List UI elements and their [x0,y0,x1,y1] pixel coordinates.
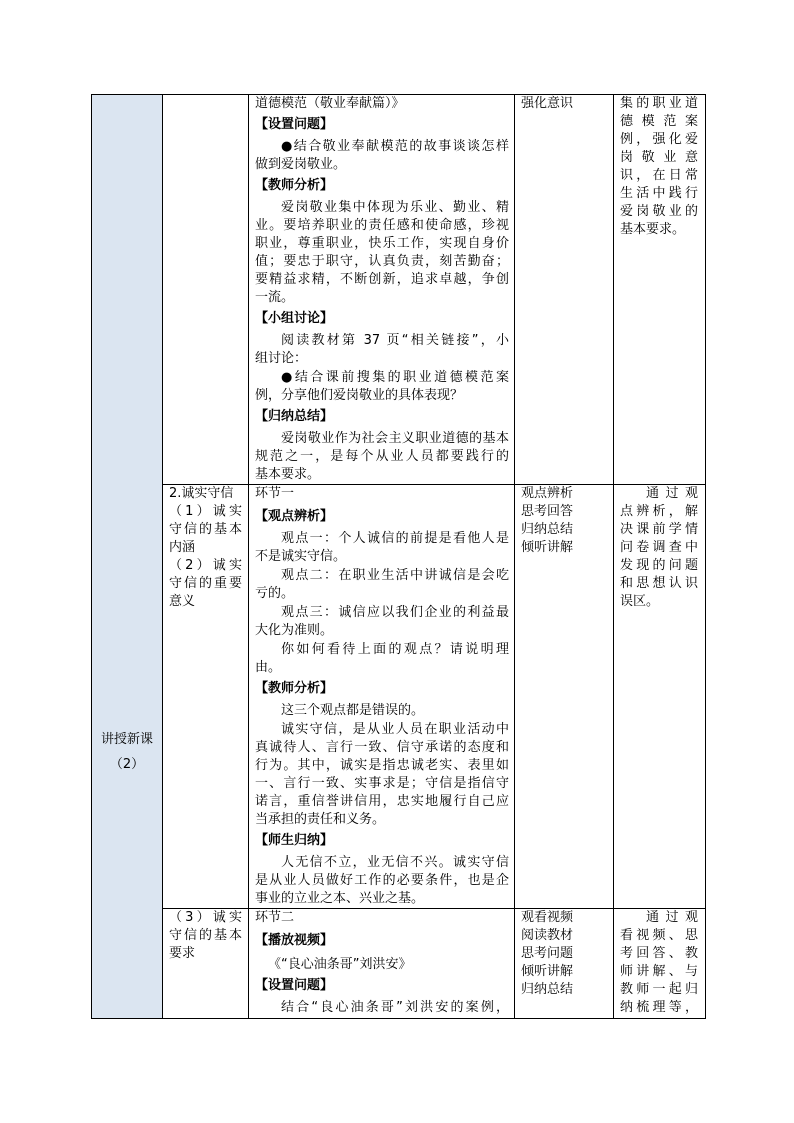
topic-line: 意义 [169,594,196,609]
content-line: ●结合课前搜集的职业道德模范案 [281,370,509,385]
topic-line: （2）诚实 [169,558,242,573]
content-line: 诺言，重信誉讲信用，忠实地履行自己应 [255,794,509,809]
content-line: 亏的。 [255,586,295,601]
intent-cell-1 [614,95,706,485]
content-line: 业。要培养职业的责任感和使命感，珍视 [255,218,509,233]
content-line: 一、言行一致、实事求是；守信是指信守 [255,776,509,791]
content-line: 例，分享他们爱岗敬业的具体表现？ [255,388,464,403]
topic-line: （1）诚实 [169,504,242,519]
content-line: 爱岗敬业集中体现为乐业、勤业、精 [281,200,509,215]
content-line: 结合“良心油条哥”刘洪安的案例， [281,1000,509,1015]
content-line: 观点三：诚信应以我们企业的利益最 [281,605,509,620]
content-line: 职业，尊重职业，快乐工作，实现自身价 [255,236,509,251]
content-heading: 【教师分析】 [255,681,334,696]
content-line: 这三个观点都是错误的。 [281,703,425,718]
topic-line: 要求 [169,946,196,961]
content-line: 阅读教材第 37 页“相关链接”，小 [281,333,509,348]
activity-line: 观点辨析 [521,486,574,501]
intent-cell-3 [614,909,706,1019]
activity-line: 强化意识 [521,96,574,111]
content-line: 爱岗敬业作为社会主义职业道德的基本 [281,431,509,446]
topic-cell-1 [163,95,249,485]
topic-line: 守信的基本 [169,522,242,537]
activity-line: 思考问题 [521,946,574,961]
topic-cell-2 [163,485,249,909]
intent-line: 识，在日常 [620,168,698,183]
content-line: 由。 [255,660,282,675]
section-cell [92,95,163,1019]
content-line: 诚实守信，是从业人员在职业活动中 [281,722,509,737]
content-step: 环节一 [255,486,295,501]
content-line: 要精益求精，不断创新，追求卓越，争创 [255,272,509,287]
activity-line: 观看视频 [521,910,574,925]
content-step: 环节二 [255,910,295,925]
intent-line: 德模范案 [620,114,698,129]
section-number: （2） [109,757,145,772]
content-line: 观点一：个人诚信的前提是看他人是 [281,531,509,546]
content-line: 不是诚实守信。 [255,549,347,564]
topic-line: 守信的重要 [169,576,242,591]
intent-line: 教师一起归 [620,982,698,997]
intent-line: 爱岗敬业的 [620,204,698,219]
content-heading: 【设置问题】 [255,978,334,993]
intent-line: 问卷调查中 [620,540,698,555]
activity-line: 倾听讲解 [521,540,574,555]
activity-line: 归纳总结 [521,522,574,537]
video-title: 《“良心油条哥”刘洪安》 [268,957,412,972]
intent-line: 决课前学情 [620,522,698,537]
intent-line: 基本要求。 [620,222,686,237]
intent-line: 集的职业道 [620,96,698,111]
content-line: 是从业人员做好工作的必要条件，也是企 [255,873,509,888]
content-line: 事业的立业之本、兴业之基。 [255,891,425,906]
content-line: 一流。 [255,290,295,305]
activity-cell-2 [515,485,614,909]
topic-line: 守信的基本 [169,928,242,943]
topic-line: 2.诚实守信 [169,486,234,501]
topic-line: （3）诚实 [169,910,242,925]
content-line: ●结合敬业奉献模范的故事谈谈怎样 [281,139,509,154]
activity-line: 阅读教材 [521,928,574,943]
activity-line: 归纳总结 [521,982,574,997]
intent-line: 考回答、教 [620,946,698,961]
content-heading: 【归纳总结】 [255,409,334,424]
content-line: 组讨论： [255,351,308,366]
intent-cell-2 [614,485,706,909]
content-line: 大化为准则。 [255,623,334,638]
content-heading: 【设置问题】 [255,117,334,132]
content-heading: 【教师分析】 [255,178,334,193]
intent-line: 通过观 [646,486,698,501]
content-heading: 【观点辨析】 [255,509,334,524]
intent-line: 点辨析，解 [620,504,698,519]
content-heading: 【小组讨论】 [255,311,334,326]
content-line: 真诚待人、言行一致、信守承诺的态度和 [255,740,509,755]
content-line: 规范之一，是每个从业人员都要践行的 [255,449,509,464]
intent-line: 生活中践行 [620,186,698,201]
content-line: 你如何看待上面的观点？请说明理 [281,642,509,657]
intent-line: 岗敬业意 [620,150,698,165]
content-line: 道德模范（敬业奉献篇）》 [255,96,405,111]
intent-line: 发现的问题 [620,558,698,573]
content-line: 基本要求。 [255,467,321,482]
content-heading: 【师生归纳】 [255,833,334,848]
content-cell-1 [249,95,515,485]
activity-line: 思考回答 [521,504,574,519]
intent-line: 和思想认识 [620,576,698,591]
activity-cell-3 [515,909,614,1019]
lesson-plan-table [91,94,706,1019]
activity-line: 倾听讲解 [521,964,574,979]
intent-line: 通过观 [646,910,698,925]
intent-line: 师讲解、与 [620,964,698,979]
intent-line: 例，强化爱 [620,132,698,147]
topic-line: 内涵 [169,540,196,555]
content-line: 做到爱岗敬业。 [255,157,347,172]
content-line: 观点二：在职业生活中讲诚信是会吃 [281,568,509,583]
intent-line: 纳梳理等， [620,1000,698,1015]
content-heading: 【播放视频】 [255,933,334,948]
intent-line: 误区。 [620,594,660,609]
section-title: 讲授新课 [100,732,153,747]
content-line: 行为。其中，诚实是指忠诚老实、表里如 [255,758,509,773]
content-cell-2 [249,485,515,909]
intent-line: 看视频、思 [620,928,698,943]
content-line: 人无信不立，业无信不兴。诚实守信 [281,855,509,870]
content-line: 值；要忠于职守，认真负责，刻苦勤奋； [255,254,509,269]
topic-cell-3 [163,909,249,1019]
activity-cell-1 [515,95,614,485]
content-cell-3 [249,909,515,1019]
content-line: 当承担的责任和义务。 [255,812,386,827]
